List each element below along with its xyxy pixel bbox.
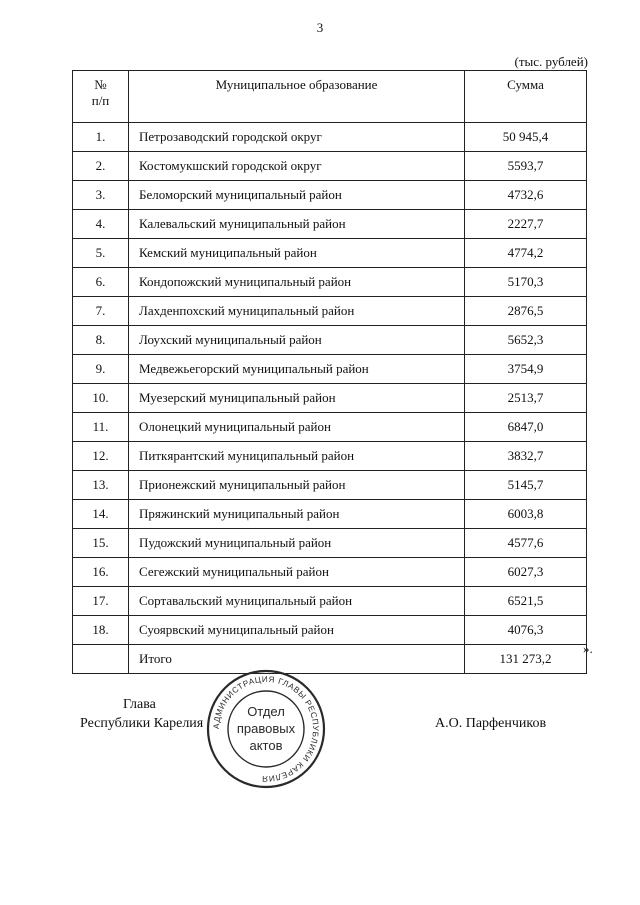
table-row — [73, 413, 587, 442]
row-amount: 3754,9 — [465, 355, 587, 384]
stamp-line-2: правовых — [236, 721, 296, 736]
table-row — [73, 529, 587, 558]
table-row — [73, 152, 587, 181]
closing-quote: ». — [583, 641, 593, 656]
row-number: 18. — [73, 616, 129, 645]
row-municipality: Питкярантский муниципальный район — [129, 442, 465, 471]
table-row — [73, 181, 587, 210]
row-number: 12. — [73, 442, 129, 471]
table-row — [73, 326, 587, 355]
row-number: 16. — [73, 558, 129, 587]
row-amount: 6027,3 — [465, 558, 587, 587]
row-municipality: Костомукшский городской округ — [129, 152, 465, 181]
row-number: 1. — [73, 123, 129, 152]
column-header-name: Муниципальное образование — [129, 71, 465, 123]
table-row — [73, 297, 587, 326]
column-header-num: № п/п — [73, 71, 129, 123]
row-amount: 6521,5 — [465, 587, 587, 616]
row-amount: 5593,7 — [465, 152, 587, 181]
signatory-name: А.О. Парфенчиков — [435, 716, 547, 731]
table-row — [73, 268, 587, 297]
row-municipality: Сегежский муниципальный район — [129, 558, 465, 587]
row-municipality: Сортавальский муниципальный район — [129, 587, 465, 616]
signatory-subtitle: Республики Карелия — [80, 716, 204, 731]
row-number: 5. — [73, 239, 129, 268]
row-number: 17. — [73, 587, 129, 616]
row-municipality: Лахденпохский муниципальный район — [129, 297, 465, 326]
row-amount: 4732,6 — [465, 181, 587, 210]
row-number: 2. — [73, 152, 129, 181]
row-number: 15. — [73, 529, 129, 558]
row-number: 9. — [73, 355, 129, 384]
row-municipality: Медвежьегорский муниципальный район — [129, 355, 465, 384]
row-municipality: Олонецкий муниципальный район — [129, 413, 465, 442]
row-amount: 4076,3 — [465, 616, 587, 645]
row-amount: 5170,3 — [465, 268, 587, 297]
table-row — [73, 355, 587, 384]
allocation-table — [72, 70, 587, 674]
row-number: 14. — [73, 500, 129, 529]
units-label: (тыс. рублей) — [514, 54, 588, 69]
row-number: 10. — [73, 384, 129, 413]
row-number: 11. — [73, 413, 129, 442]
table-row — [73, 123, 587, 152]
table-row — [73, 500, 587, 529]
table-row — [73, 558, 587, 587]
table-row — [73, 239, 587, 268]
stamp-line-3: актов — [249, 738, 283, 753]
row-amount: 50 945,4 — [465, 123, 587, 152]
page-number: 3 — [316, 20, 324, 35]
row-amount: 4577,6 — [465, 529, 587, 558]
row-number: 3. — [73, 181, 129, 210]
row-municipality: Суоярвский муниципальный район — [129, 616, 465, 645]
table-row — [73, 442, 587, 471]
row-municipality: Пряжинский муниципальный район — [129, 500, 465, 529]
row-number: 8. — [73, 326, 129, 355]
row-municipality: Петрозаводский городской округ — [129, 123, 465, 152]
stamp-ring-text: АДМИНИСТРАЦИЯ ГЛАВЫ РЕСПУБЛИКИ КАРЕЛИЯ — [211, 674, 321, 784]
row-number: 13. — [73, 471, 129, 500]
table-row — [73, 616, 587, 645]
official-stamp — [205, 668, 327, 790]
row-amount: 131 273,2 — [465, 645, 587, 674]
table-row — [73, 471, 587, 500]
row-amount: 2876,5 — [465, 297, 587, 326]
row-municipality: Беломорский муниципальный район — [129, 181, 465, 210]
row-amount: 4774,2 — [465, 239, 587, 268]
stamp-line-1: Отдел — [247, 704, 285, 719]
row-municipality: Кемский муниципальный район — [129, 239, 465, 268]
table-total-row — [73, 645, 587, 674]
table-row — [73, 384, 587, 413]
table-row — [73, 210, 587, 239]
row-municipality: Лоухский муниципальный район — [129, 326, 465, 355]
row-amount: 5652,3 — [465, 326, 587, 355]
row-municipality: Итого — [129, 645, 465, 674]
row-amount: 5145,7 — [465, 471, 587, 500]
row-number: 4. — [73, 210, 129, 239]
row-number: 6. — [73, 268, 129, 297]
column-header-sum: Сумма — [465, 71, 587, 123]
row-municipality: Калевальский муниципальный район — [129, 210, 465, 239]
table-row — [73, 587, 587, 616]
signatory-title: Глава — [123, 697, 156, 712]
table-header-row — [73, 71, 587, 123]
row-amount: 6847,0 — [465, 413, 587, 442]
row-number: 7. — [73, 297, 129, 326]
row-number — [73, 645, 129, 674]
row-municipality: Прионежский муниципальный район — [129, 471, 465, 500]
row-amount: 2227,7 — [465, 210, 587, 239]
row-municipality: Кондопожский муниципальный район — [129, 268, 465, 297]
row-municipality: Пудожский муниципальный район — [129, 529, 465, 558]
row-municipality: Муезерский муниципальный район — [129, 384, 465, 413]
row-amount: 2513,7 — [465, 384, 587, 413]
table-body — [73, 123, 587, 674]
row-amount: 6003,8 — [465, 500, 587, 529]
row-amount: 3832,7 — [465, 442, 587, 471]
